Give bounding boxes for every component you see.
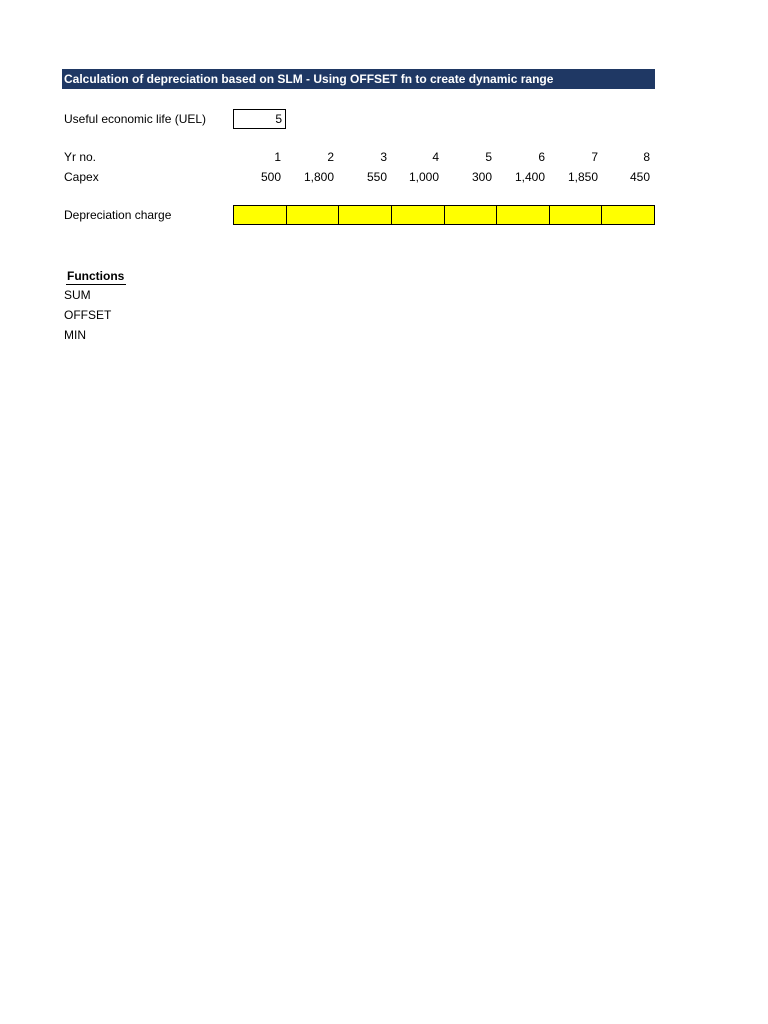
year-cell[interactable]: 5	[485, 150, 492, 164]
depreciation-cell[interactable]	[445, 206, 498, 224]
function-item: SUM	[64, 288, 91, 302]
year-cell[interactable]: 7	[591, 150, 598, 164]
year-cell[interactable]: 8	[643, 150, 650, 164]
year-cell[interactable]: 6	[538, 150, 545, 164]
depreciation-cell[interactable]	[234, 206, 287, 224]
year-label: Yr no.	[64, 150, 97, 164]
year-cell[interactable]: 1	[274, 150, 281, 164]
capex-row	[233, 169, 655, 185]
capex-cell[interactable]: 550	[366, 170, 387, 184]
depreciation-row	[233, 205, 655, 225]
depreciation-cell[interactable]	[392, 206, 445, 224]
depreciation-cell[interactable]	[287, 206, 340, 224]
year-row	[233, 149, 655, 165]
capex-cell[interactable]: 1,850	[567, 170, 598, 184]
uel-label: Useful economic life (UEL)	[64, 112, 207, 126]
capex-cell[interactable]: 300	[471, 170, 492, 184]
depreciation-cell[interactable]	[497, 206, 550, 224]
function-item: MIN	[64, 328, 86, 342]
capex-cell[interactable]: 450	[629, 170, 650, 184]
depreciation-cell[interactable]	[339, 206, 392, 224]
capex-cell[interactable]: 1,800	[303, 170, 334, 184]
year-cell[interactable]: 3	[380, 150, 387, 164]
depreciation-cell[interactable]	[602, 206, 654, 224]
capex-cell[interactable]: 500	[260, 170, 281, 184]
capex-cell[interactable]: 1,000	[408, 170, 439, 184]
sheet-title: Calculation of depreciation based on SLM - Using OFFSET fn to create dynamic range	[62, 69, 655, 89]
capex-cell[interactable]: 1,400	[514, 170, 545, 184]
depreciation-cell[interactable]	[550, 206, 603, 224]
year-cell[interactable]: 2	[327, 150, 334, 164]
depreciation-label: Depreciation charge	[64, 208, 172, 222]
year-cell[interactable]: 4	[432, 150, 439, 164]
capex-label: Capex	[64, 170, 99, 184]
uel-input-cell[interactable]: 5	[233, 109, 286, 129]
functions-heading: Functions	[67, 269, 125, 283]
function-item: OFFSET	[64, 308, 112, 322]
